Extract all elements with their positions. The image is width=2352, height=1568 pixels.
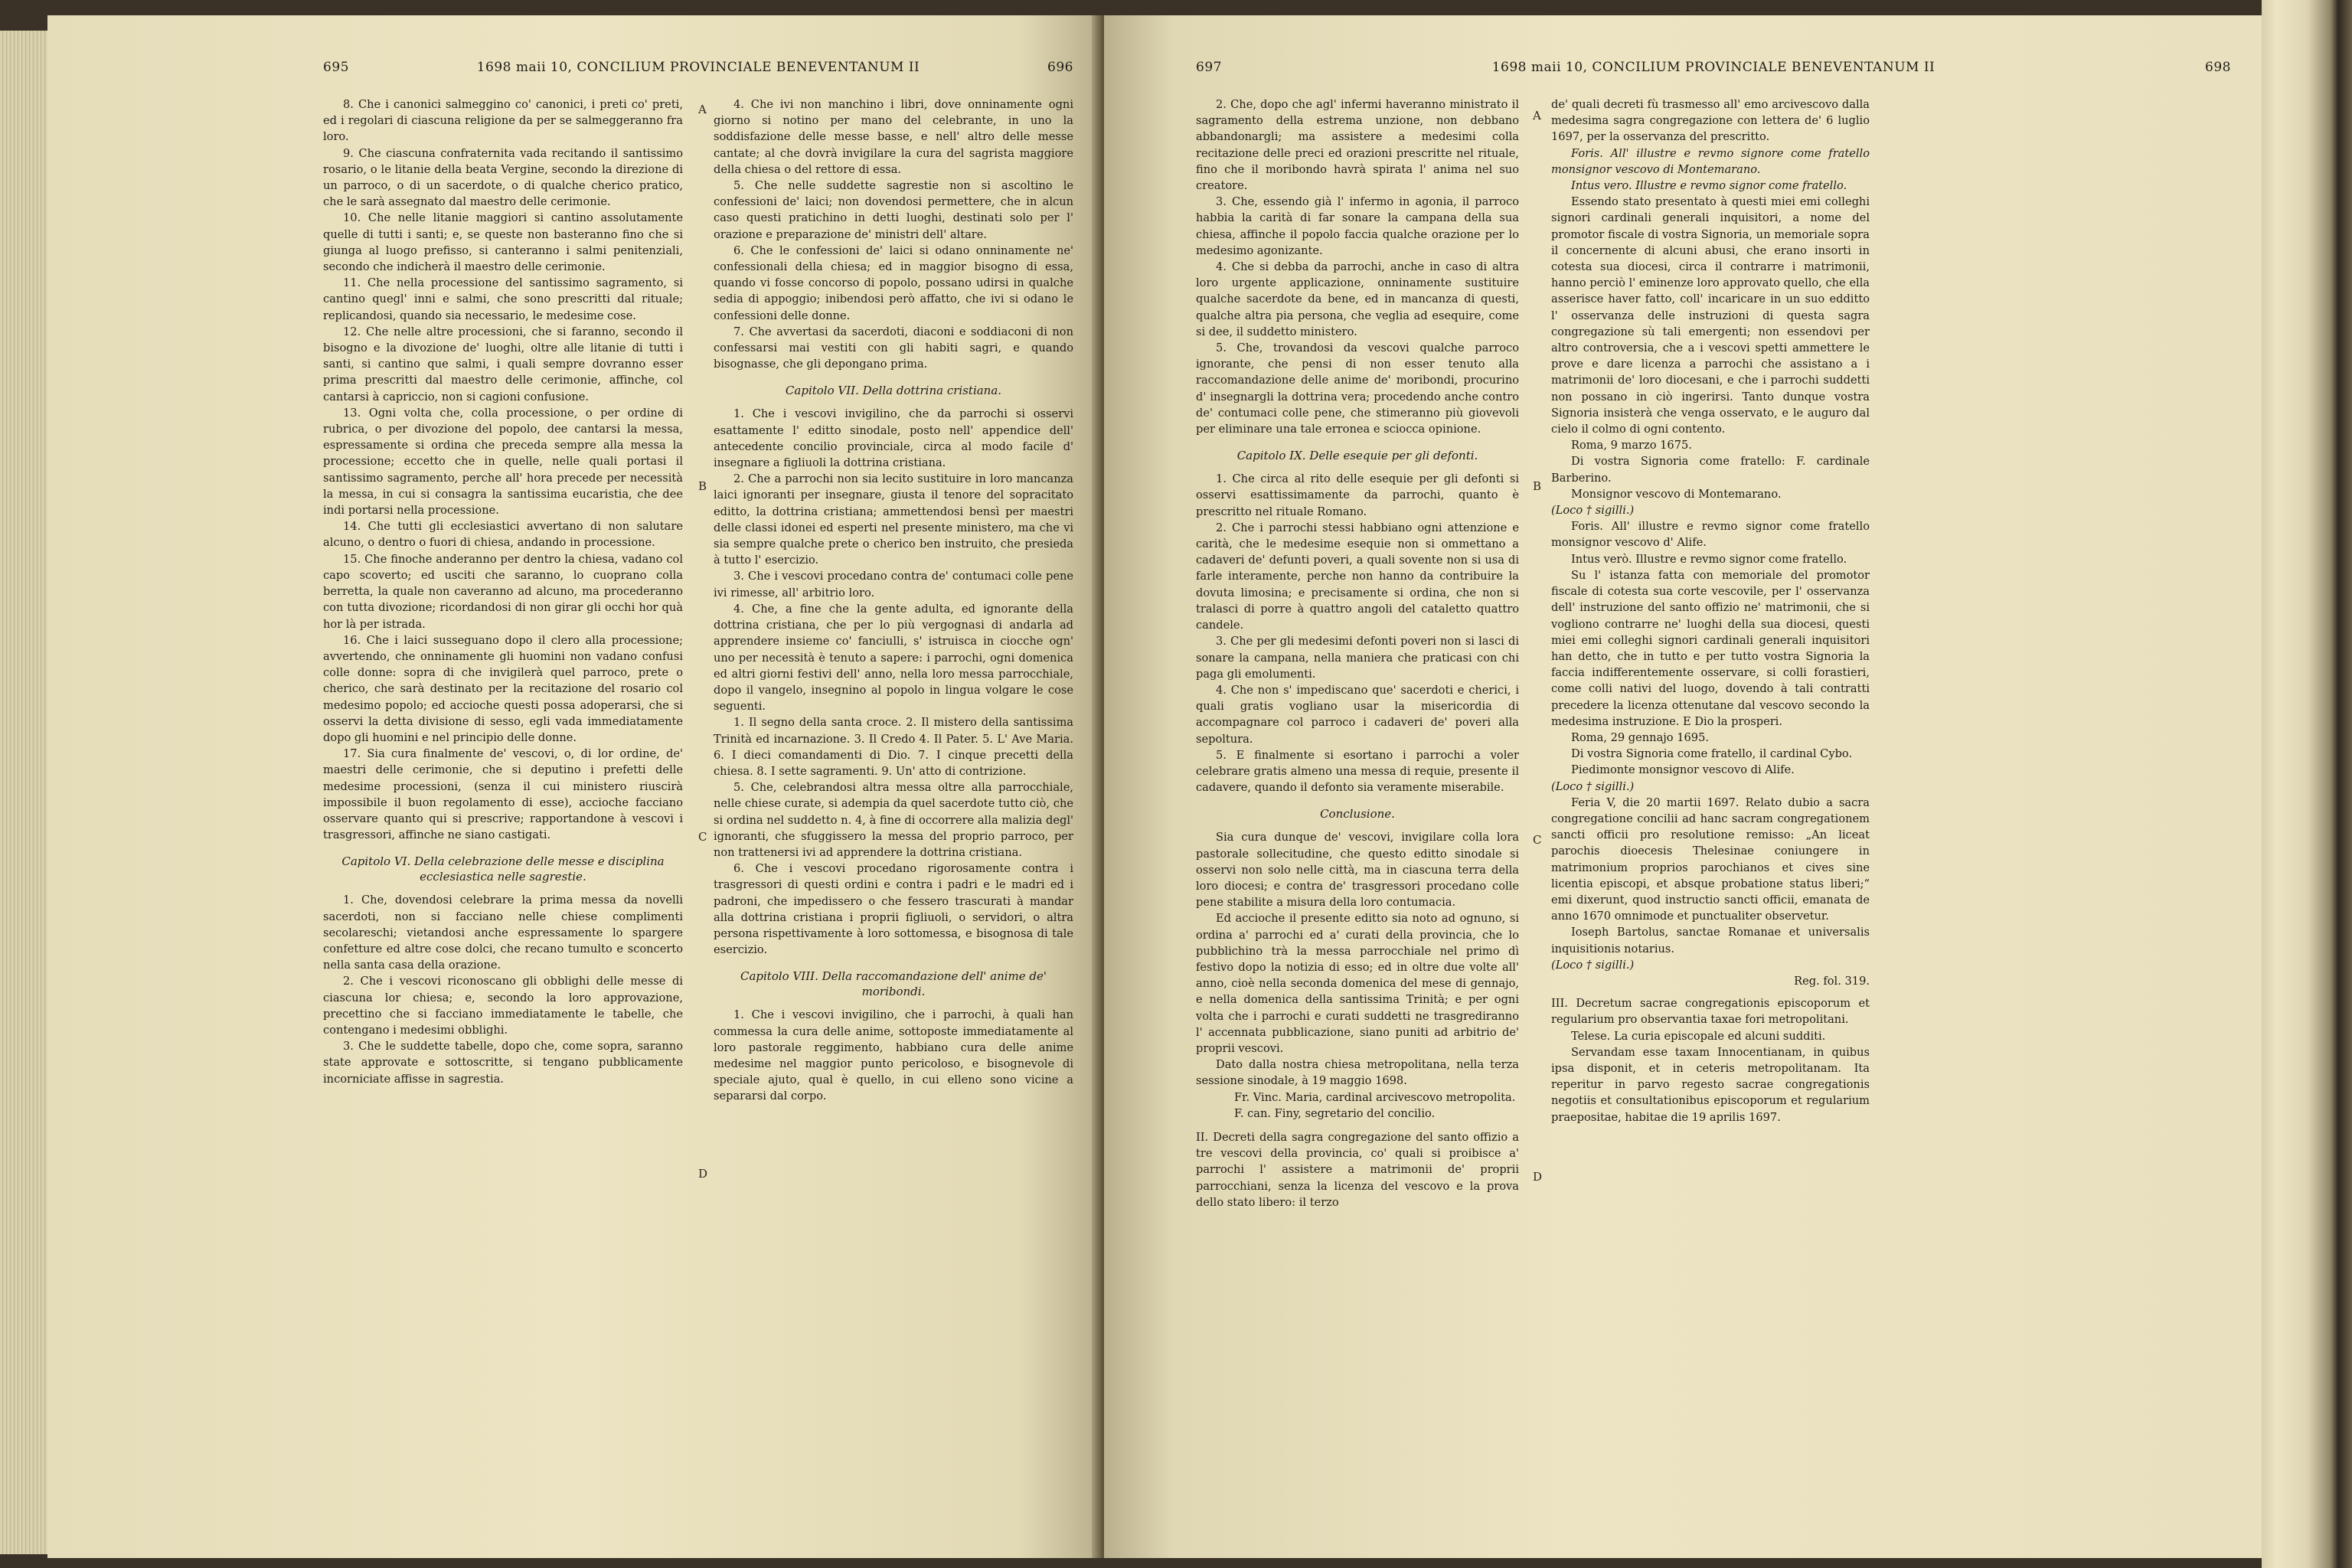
paragraph: Monsignor vescovo di Montemarano. (1571, 487, 1782, 501)
paragraph: Feria V, die 20 martii 1697. Relato dubio a sacra congregatione concilii ad hanc sacram congregationem sancti officii pro resolutione remisso: „An liceat parochis dioecesis Thelesinae coniungere in matrimonium proprios parochianos et cives sine licentia episcopi, et absque probatione status liberi;“ emi dixerunt, quod instructio sancti officii, emanata de anno 1670 omnimode et punctualiter observetur. (1551, 795, 1870, 923)
paragraph: 5. Che nelle suddette sagrestie non si ascoltino le confessioni de' laici; non dovendosi permettere, che in alcun caso questi pratichino in detti luoghi, destinati solo per l' orazione e preparazione de' ministri dell' altare. (714, 179, 1073, 241)
margin-letter-a: A (698, 103, 707, 116)
paragraph: Intus verò. Illustre e revmo signor come fratello. (1571, 552, 1847, 566)
margin-letter-a: A (1533, 109, 1541, 122)
paragraph: Roma, 29 gennajo 1695. (1571, 730, 1710, 744)
paragraph: 5. E finalmente si esortano i parrochi a voler celebrare gratis almeno una messa di requie, presente il cadavere, quando il defonto sia veramente miserabile. (1196, 748, 1519, 795)
paragraph: 4. Che si debba da parrochi, anche in caso di altra loro urgente applicazione, onninamente sustituire qualche sacerdote da bene, ed in mancanza di questi, qualche altra pia persona, che veglia ad esequire, come si dee, il suddetto ministero. (1196, 260, 1519, 338)
seal-note: (Loco † sigilli.) (1551, 504, 1635, 518)
section-heading: Conclusione. (1320, 807, 1395, 822)
paragraph: Foris. All' illustre e revmo signor come fratello monsignor vescovo d' Alife. (1551, 520, 1870, 550)
page-number-695: 695 (323, 60, 349, 75)
running-title: 1698 maii 10, CONCILIUM PROVINCIALE BENEVENTANUM II (1491, 60, 1936, 75)
left-page-columns (323, 96, 1073, 1181)
paragraph: 8. Che i canonici salmeggino co' canonici, i preti co' preti, ed i regolari di ciascuna religione da per se salmeggeranno fra loro. (323, 98, 683, 144)
margin-letter-d: D (1533, 1170, 1543, 1184)
paragraph: Piedimonte monsignor vescovo di Alife. (1571, 763, 1795, 777)
paragraph: 13. Ogni volta che, colla processione, o per ordine di rubrica, o per divozione del popolo, dee cantarsi la messa, espressamente si ordina che preceda sempre alla messa la processione; eccetto che in quelle, nelle quali portasi il santissimo sagramento, perche all' hora precede per necessità la messa, in cui si consagra la santissima eucaristia, che dee indi portarsi nella processione. (323, 406, 683, 518)
paragraph: 15. Che finoche anderanno per dentro la chiesa, vadano col capo scoverto; ed usciti che saranno, lo cuoprano colla berretta, la quale non caveranno ad alcuno, ma procederanno con tutta divozione; ricordandosi di non girar gli occhi hor quà hor là per istrada. (323, 552, 683, 631)
signature-line: Fr. Vinc. Maria, cardinal arcivescovo metropolita. (1234, 1090, 1516, 1104)
left-page (47, 15, 1102, 1558)
decree-heading: III. Decretum sacrae congregationis episcoporum et regularium pro observantia taxae fori metropolitani. (1551, 997, 1870, 1027)
paragraph: 17. Sia cura finalmente de' vescovi, o, di lor ordine, de' maestri delle cerimonie, che si deputino i prefetti delle medesime processioni, (senza il cui ministero riuscirà impossibile il buon regolamento di esse), accioche facciano osservare quanto qui si prescrive; rapportandone à vescovi i trasgressori, affinche ne siano castigati. (323, 747, 683, 842)
paragraph: Ed accioche il presente editto sia noto ad ognuno, si ordina a' parrochi ed a' curati della provincia, che lo pubblichino trà la messa parrocchiale nel primo dì festivo dopo la notizia di esso; ed in oltre due volte all' anno, cioè nella seconda domenica del mese di gennajo, e nella domenica della santissima Trinità; e per ogni volta che i parrochi e curati suddetti ne trasgrediranno l' accennata pubblicazione, siano puniti ad arbitrio de' proprii vescovi. (1196, 912, 1519, 1055)
paragraph: Di vostra Signoria come fratello: F. cardinale Barberino. (1551, 455, 1870, 485)
paragraph: 1. Che i vescovi invigilino, che da parrochi si osservi esattamente l' editto sinodale, posto nell' appendice dell' antecedente concilio provinciale, circa al modo facile d' insegnare a figliuoli la dottrina cristiana. (714, 407, 1073, 470)
paragraph: Di vostra Signoria come fratello, il cardinal Cybo. (1571, 747, 1853, 761)
seal-note: (Loco † sigilli.) (1551, 958, 1635, 972)
chapter-heading: Capitolo IX. Delle esequie per gli defonti. (1236, 449, 1478, 463)
paragraph: 3. Che, essendo già l' infermo in agonia, il parroco habbia la carità di far sonare la campana della sua chiesa, affinche il popolo faccia qualche orazione per lo medesimo agonizante. (1196, 195, 1519, 257)
paragraph: 11. Che nella processione del santissimo sagramento, si cantino quegl' inni e salmi, che sono prescritti dal rituale; replicandosi, quando sia necessario, le medesime cose. (323, 276, 683, 322)
running-title: 1698 maii 10, CONCILIUM PROVINCIALE BENEVENTANUM II (476, 60, 920, 75)
right-column-1 (1196, 96, 1533, 1210)
paragraph: de' quali decreti fù trasmesso all' emo arcivescovo dalla medesima sagra congregazione con lettera de' 6 luglio 1697, per la osservanza del prescritto. (1551, 98, 1870, 144)
paragraph: Ioseph Bartolus, sanctae Romanae et universalis inquisitionis notarius. (1551, 926, 1870, 956)
seal-note: (Loco † sigilli.) (1551, 779, 1635, 793)
register-reference: Reg. fol. 319. (1794, 974, 1870, 988)
paragraph: 5. Che, celebrandosi altra messa oltre alla parrocchiale, nelle chiese curate, si adempia da quel sacerdote tutto ciò, che si ordina nel suddetto n. 4, à fine di occorrere alla malizia degl' ignoranti, che sfuggissero la messa del proprio parroco, per non trattenersi ivi ad apprendere la dottrina cristiana. (714, 781, 1073, 859)
paragraph: 2. Che, dopo che agl' infermi haveranno ministrato il sagramento della estrema unzione, non debbano abbandonargli; ma assistere a medesimi colla recitazione delle preci ed orazioni prescritte nel rituale, fino che il moribondo havrà spirata l' anima nel suo creatore. (1196, 98, 1519, 193)
paragraph: Essendo stato presentato à questi miei emi colleghi signori cardinali generali inquisitori, a nome del promotor fiscale di vostra Signoria, un memoriale sopra il concernente di alcuni abusi, che erano insorti in cotesta sua diocesi, circa il contrarre i matrimonii, hanno perciò l' eminenze loro approvato quello, che ella asserisce haver fatto, coll' incaricare in un suo edditto l' osservanza delle instruzioni di questa sagra congregazione sù tali emergenti; non essendovi per altro controversia, che a i vescovi spetti ammettere le prove e dare licenza a parrochi che assistano a i matrimonii de' loro diocesani, e che i parrochi suddetti non possano in ciò ingerirsi. Tanto dunque vostra Signoria insisterà che venga osservato, e le auguro dal cielo il colmo di ogni contento. (1551, 195, 1870, 436)
page-number-697: 697 (1196, 60, 1222, 75)
margin-letter-c: C (1533, 833, 1542, 847)
right-column-2 (1533, 96, 1870, 1210)
paragraph: 14. Che tutti gli ecclesiastici avvertano di non salutare alcuno, o dentro o fuori di chiesa, andando in processione. (323, 520, 683, 550)
signature-line: F. can. Finy, segretario del concilio. (1234, 1106, 1436, 1120)
chapter-heading: Capitolo VIII. Della raccomandazione dell' anime de' moribondi. (740, 969, 1047, 999)
paragraph: 10. Che nelle litanie maggiori si cantino assolutamente quelle di tutti i santi; e, se queste non basteranno fino che si giunga al luogo prefisso, si canteranno i salmi penitenziali, secondo che indicherà il maestro delle cerimonie. (323, 211, 683, 274)
paragraph: Dato dalla nostra chiesa metropolitana, nella terza sessione sinodale, à 19 maggio 1698. (1196, 1058, 1519, 1088)
paragraph: 1. Che i vescovi invigilino, che i parrochi, à quali han commessa la cura delle anime, sottoposte immediatamente al loro pastorale reggimento, habbiano cura delle anime medesime nel maggior punto pericoloso, e bisognevole di speciale ajuto, qual è quello, in cui elleno sono vicine a separarsi dal corpo. (714, 1008, 1073, 1103)
paragraph: 2. Che i parrochi stessi habbiano ogni attenzione e carità, che le medesime esequie non si ommettano a cadaveri de' defunti poveri, a quali sovente non si usa di farle interamente, perche non hanno da contribuire la dovuta limosina; e precisamente si ordina, che non si tralasci di porre à quattro angoli del cataletto quattro candele. (1196, 521, 1519, 632)
paragraph: 5. Che, trovandosi da vescovi qualche parroco ignorante, che pensi di non esser tenuto alla raccomandazione delle anime de' moribondi, procurino d' insegnargli la dottrina vera; procedendo anche contro de' contumaci colle pene, che stimeranno più giovevoli per eliminare una tale erronea e sciocca opinione. (1196, 341, 1519, 436)
paragraph: 9. Che ciascuna confraternita vada recitando il santissimo rosario, o le litanie della beata Vergine, secondo la direzione di un parroco, o di un sacerdote, o di qualche cherico pratico, che le sarà assegnato dal maestro delle cerimonie. (323, 146, 683, 209)
right-page-columns (1196, 96, 2231, 1210)
chapter-heading: Capitolo VI. Della celebrazione delle messe e disciplina ecclesiastica nelle sagrestie. (341, 854, 665, 884)
paragraph: 12. Che nelle altre processioni, che si faranno, secondo il bisogno e la divozione de' luoghi, oltre alle litanie di tutti i santi, si cantino que salmi, i quali sempre dovranno esser prima prescritti dal maestro delle cerimonie, affinche, col cantarsi à capriccio, non si cagioni confusione. (323, 325, 683, 403)
paragraph: 7. Che avvertasi da sacerdoti, diaconi e soddiaconi di non confessarsi mai vestiti con gli habiti sagri, e quando bisognasse, che gli depongano prima. (714, 325, 1073, 371)
paragraph: Su l' istanza fatta con memoriale del promotor fiscale di cotesta sua corte vescovile, per l' osservanza dell' instruzione del santo offizio ne' matrimonii, che si vogliono contrarre ne' luoghi della sua diocesi, questi miei emi colleghi signori cardinali generali inquisitori han detto, che in tutto e per tutto vostra Signoria la faccia indifferentemente osservare, si colli forastieri, come colli nativi del luogo, dovendo à tali contratti precedere la licenza ottenutane dal vescovo secondo la medesima instruzione. E Dio la prosperi. (1551, 568, 1870, 728)
margin-letter-d: D (698, 1167, 708, 1181)
running-head-left (323, 60, 1073, 75)
paragraph: Foris. All' illustre e revmo signore come fratello monsignor vescovo di Montemarano. (1551, 146, 1870, 176)
paragraph: Sia cura dunque de' vescovi, invigilare colla lora pastorale sollecitudine, che questo editto sinodale si osservi non solo nelle città, ma in ciascuna terra della loro diocesi; e contra de' trasgressori procedano colle pene stabilite a misura della loro contumacia. (1196, 831, 1519, 910)
paragraph: 3. Che per gli medesimi defonti poveri non si lasci di sonare la campana, nella maniera che praticasi con chi paga gli emolumenti. (1196, 635, 1519, 681)
paragraph: 1. Il segno della santa croce. 2. Il mistero della santissima Trinità ed incarnazione. 3. Il Credo 4. Il Pater. 5. L' Ave Maria. 6. I dieci comandamenti di Dio. 7. I cinque precetti della chiesa. 8. I sette sagramenti. 9. Un' atto di contrizione. (714, 716, 1073, 778)
book-page-edges-left (0, 31, 47, 1554)
left-column-2 (698, 96, 1073, 1105)
paragraph: 1. Che circa al rito delle esequie per gli defonti si osservi esattissimamente da parrochi, quanto è prescritto nel rituale Romano. (1196, 472, 1519, 518)
paragraph: 3. Che le suddette tabelle, dopo che, come sopra, saranno state approvate e sottoscritte, si tengano pubblicamente incorniciate affisse in sagrestia. (323, 1040, 683, 1086)
paragraph: 6. Che le confessioni de' laici si odano onninamente ne' confessionali della chiesa; ed in maggior bisogno di essa, quando vi fosse concorso di popolo, possano udirsi in qualche sedia di appoggio; inibendosi però affatto, che ivi si odano le confessioni delle donne. (714, 243, 1073, 322)
margin-letter-b: B (1533, 479, 1542, 493)
paragraph: 16. Che i laici susseguano dopo il clero alla processione; avvertendo, che onninamente gli huomini non vadano confusi colle donne: sopra di che invigilerà quel parroco, prete o cherico, che sarà destinato per la recitazione del rosario col medesimo popolo; ed accioche questi possa adoperarsi, che si osservi la detta divisione di sesso, egli vada immediatamente dopo gli huomini e nel principio delle donne. (323, 633, 683, 744)
paragraph: 2. Che i vescovi riconoscano gli obblighi delle messe di ciascuna lor chiesa; e, secondo la loro approvazione, precettino che si facciano immediatamente le tabelle, che contengano i medesimi obblighi. (323, 975, 683, 1037)
paragraph: 4. Che non s' impediscano que' sacerdoti e cherici, i quali gratis vogliano usar la misericordia di accompagnare col parroco i cadaveri de' poveri alla sepoltura. (1196, 683, 1519, 746)
running-head-right (1196, 60, 2231, 75)
right-page (1104, 15, 2262, 1558)
paragraph: 2. Che a parrochi non sia lecito sustituire in loro mancanza laici ignoranti per insegnare, giusta il tenore del sopracitato editto, la dottrina cristiana; ammettendosi bensì per maestri delle classi idonei ed esperti nel presente ministero, ma che vi sia sempre qualche prete o cherico ben instruito, che presieda à tutto l' esercizio. (714, 472, 1073, 567)
book-page-edges-right (2262, 0, 2352, 1568)
paragraph: Intus vero. Illustre e revmo signor come fratello. (1571, 179, 1847, 193)
margin-letter-b: B (698, 479, 707, 493)
paragraph: 1. Che, dovendosi celebrare la prima messa da novelli sacerdoti, non si facciano nelle chiese complimenti secolareschi; vietandosi anche espressamente lo spargere confetture ed altre cose dolci, che recano tumulto e sconcerto nella santa casa della orazione. (323, 893, 683, 972)
paragraph: Roma, 9 marzo 1675. (1571, 439, 1692, 452)
chapter-heading: Capitolo VII. Della dottrina cristiana. (785, 384, 1002, 398)
margin-letter-c: C (698, 830, 707, 844)
left-column-1 (323, 96, 698, 1105)
page-number-696: 696 (1047, 60, 1073, 75)
paragraph: Telese. La curia episcopale ed alcuni sudditi. (1571, 1029, 1826, 1043)
paragraph: 4. Che ivi non manchino i libri, dove onninamente ogni giorno si notino per mano del celebrante, in uno la soddisfazione delle messe basse, e nell' altro delle messe cantate; al che dovrà invigilare la cura del sagrista maggiore della chiesa o del rettore di essa. (714, 98, 1073, 176)
paragraph: 4. Che, a fine che la gente adulta, ed ignorante della dottrina cristiana, che per lo più vergognasi di andarla ad apprendere insieme co' fanciulli, s' istruisca in ciocche ogn' uno per necessità è tenuto a sapere: i parrochi, ogni domenica ed altri giorni festivi dell' anno, nella loro messa parrocchiale, dopo il vangelo, insegnino al popolo in lingua volgare le cose seguenti. (714, 602, 1073, 714)
paragraph: Servandam esse taxam Innocentianam, in quibus ipsa disponit, et in ceteris metropolitanam. Ita reperitur in parvo regesto sacrae congregationis negotiis et consultationibus episcoporum et regularium praepositae, habitae die 19 aprilis 1697. (1551, 1045, 1870, 1124)
paragraph: II. Decreti della sagra congregazione del santo offizio a tre vescovi della provincia, co' quali si proibisce a' parrochi l' assistere a matrimonii de' proprii parrocchiani, senza la licenza del vescovo e la prova dello stato libero: il terzo (1196, 1130, 1519, 1209)
paragraph: 3. Che i vescovi procedano contra de' contumaci colle pene ivi rimesse, all' arbitrio loro. (714, 570, 1073, 599)
paragraph: 6. Che i vescovi procedano rigorosamente contra i trasgressori di questi ordini e contra i padri e le madri ed i padroni, che impedissero o che fessero trascurati à mandar alla dottrina cristiana i proprii figliuoli, o servidori, o altra persona rispettivamente à loro sottomessa, e bisognosa di tale esercizio. (714, 862, 1073, 957)
page-number-698: 698 (2205, 60, 2231, 75)
